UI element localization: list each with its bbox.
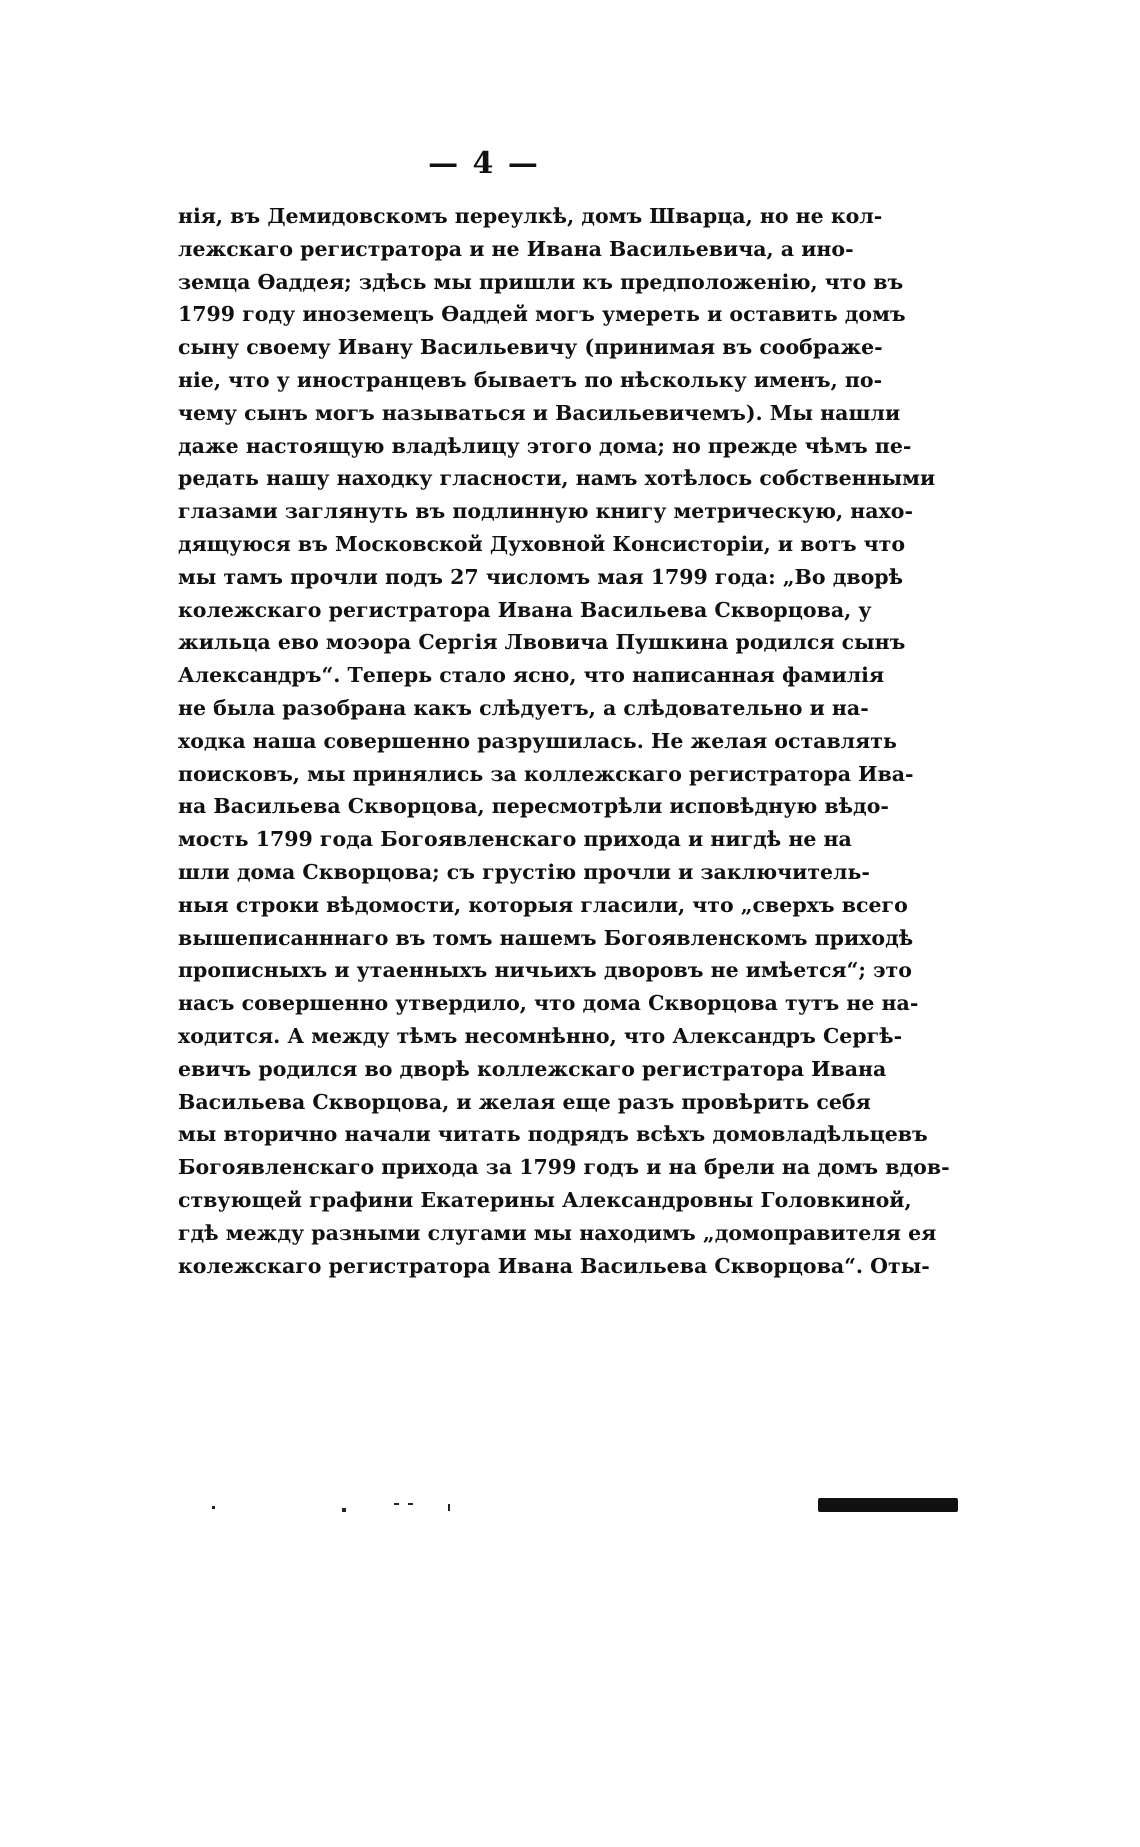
- text-line: нія, въ Демидовскомъ переулкѣ, домъ Шварца, но не кол-: [178, 204, 883, 228]
- text-line: гдѣ между разными слугами мы находимъ „домоправителя ея: [178, 1220, 937, 1245]
- text-line: Александръ“. Теперь стало ясно, что написанная фамилія: [178, 663, 885, 688]
- text-line: лежскаго регистратора и не Ивана Васильевича, а ино-: [178, 236, 854, 261]
- scan-speck: [342, 1508, 346, 1512]
- text-line: вышеписанннаго въ томъ нашемъ Богоявленскомъ приходѣ: [178, 925, 914, 950]
- scan-speck: [394, 1503, 399, 1505]
- text-line: насъ совершенно утвердило, что дома Скворцова тутъ не на-: [178, 991, 919, 1016]
- scan-speck: [408, 1503, 413, 1505]
- text-line: поисковъ, мы принялись за коллежскаго регистратора Ива-: [178, 761, 914, 786]
- text-line: 1799 году иноземецъ Ѳаддей могъ умереть и оставить домъ: [178, 302, 906, 327]
- text-line: сыну своему Ивану Васильевичу (принимая въ соображе-: [178, 335, 883, 360]
- text-line: евичъ родился во дворѣ коллежскаго регистратора Ивана: [178, 1056, 887, 1081]
- text-line: чему сынъ могъ называться и Васильевичемъ). Мы нашли: [178, 400, 901, 425]
- text-line: Богоявленскаго прихода за 1799 годъ и на брели на домъ вдов-: [178, 1155, 950, 1180]
- page-number: — 4 —: [428, 146, 540, 181]
- text-line: мы вторично начали читать подрядъ всѣхъ домовладѣльцевъ: [178, 1122, 928, 1147]
- scan-speck: [448, 1504, 450, 1511]
- text-line: ходка наша совершенно разрушилась. Не желая оставлять: [178, 728, 897, 753]
- text-line: даже настоящую владѣлицу этого дома; но прежде чѣмъ пе-: [178, 433, 912, 458]
- text-line: мы тамъ прочли подъ 27 числомъ мая 1799 года: „Во дворѣ: [178, 564, 904, 589]
- text-line: ствующей графини Екатерины Александровны Головкиной,: [178, 1187, 912, 1212]
- text-line: редать нашу находку гласности, намъ хотѣлось собственными: [178, 466, 936, 491]
- text-line: ныя строки вѣдомости, которыя гласили, что „сверхъ всего: [178, 892, 908, 917]
- scan-speck: [212, 1506, 215, 1509]
- text-line: мость 1799 года Богоявленскаго прихода и нигдѣ не на: [178, 827, 852, 852]
- text-line: Васильева Скворцова, и желая еще разъ провѣрить себя: [178, 1089, 871, 1114]
- text-line: прописныхъ и утаенныхъ ничьихъ дворовъ не имѣется“; это: [178, 958, 912, 983]
- text-line: шли дома Скворцова; съ грустію прочли и заключитель-: [178, 859, 870, 884]
- text-line: не была разобрана какъ слѣдуетъ, а слѣдовательно и на-: [178, 695, 869, 720]
- text-line: колежскаго регистратора Ивана Васильева Скворцова, у: [178, 597, 872, 622]
- library-stamp-bar: [818, 1498, 958, 1512]
- text-line: колежскаго регистратора Ивана Васильева Скворцова“. Оты-: [178, 1253, 930, 1278]
- text-line: жильца ево моэора Сергія Лвовича Пушкина родился сынъ: [178, 630, 906, 655]
- text-line: глазами заглянуть въ подлинную книгу метрическую, нахо-: [178, 499, 913, 524]
- text-line: ніе, что у иностранцевъ бываетъ по нѣскольку именъ, по-: [178, 367, 883, 392]
- text-line: земца Ѳаддея; здѣсь мы пришли къ предположенію, что въ: [178, 269, 904, 294]
- body-text: [178, 200, 950, 1282]
- text-line: дящуюся въ Московской Духовной Консисторіи, и вотъ что: [178, 531, 906, 556]
- text-line: на Васильева Скворцова, пересмотрѣли исповѣдную вѣдо-: [178, 794, 889, 819]
- text-line: ходится. А между тѣмъ несомнѣнно, что Александръ Сергѣ-: [178, 1023, 903, 1048]
